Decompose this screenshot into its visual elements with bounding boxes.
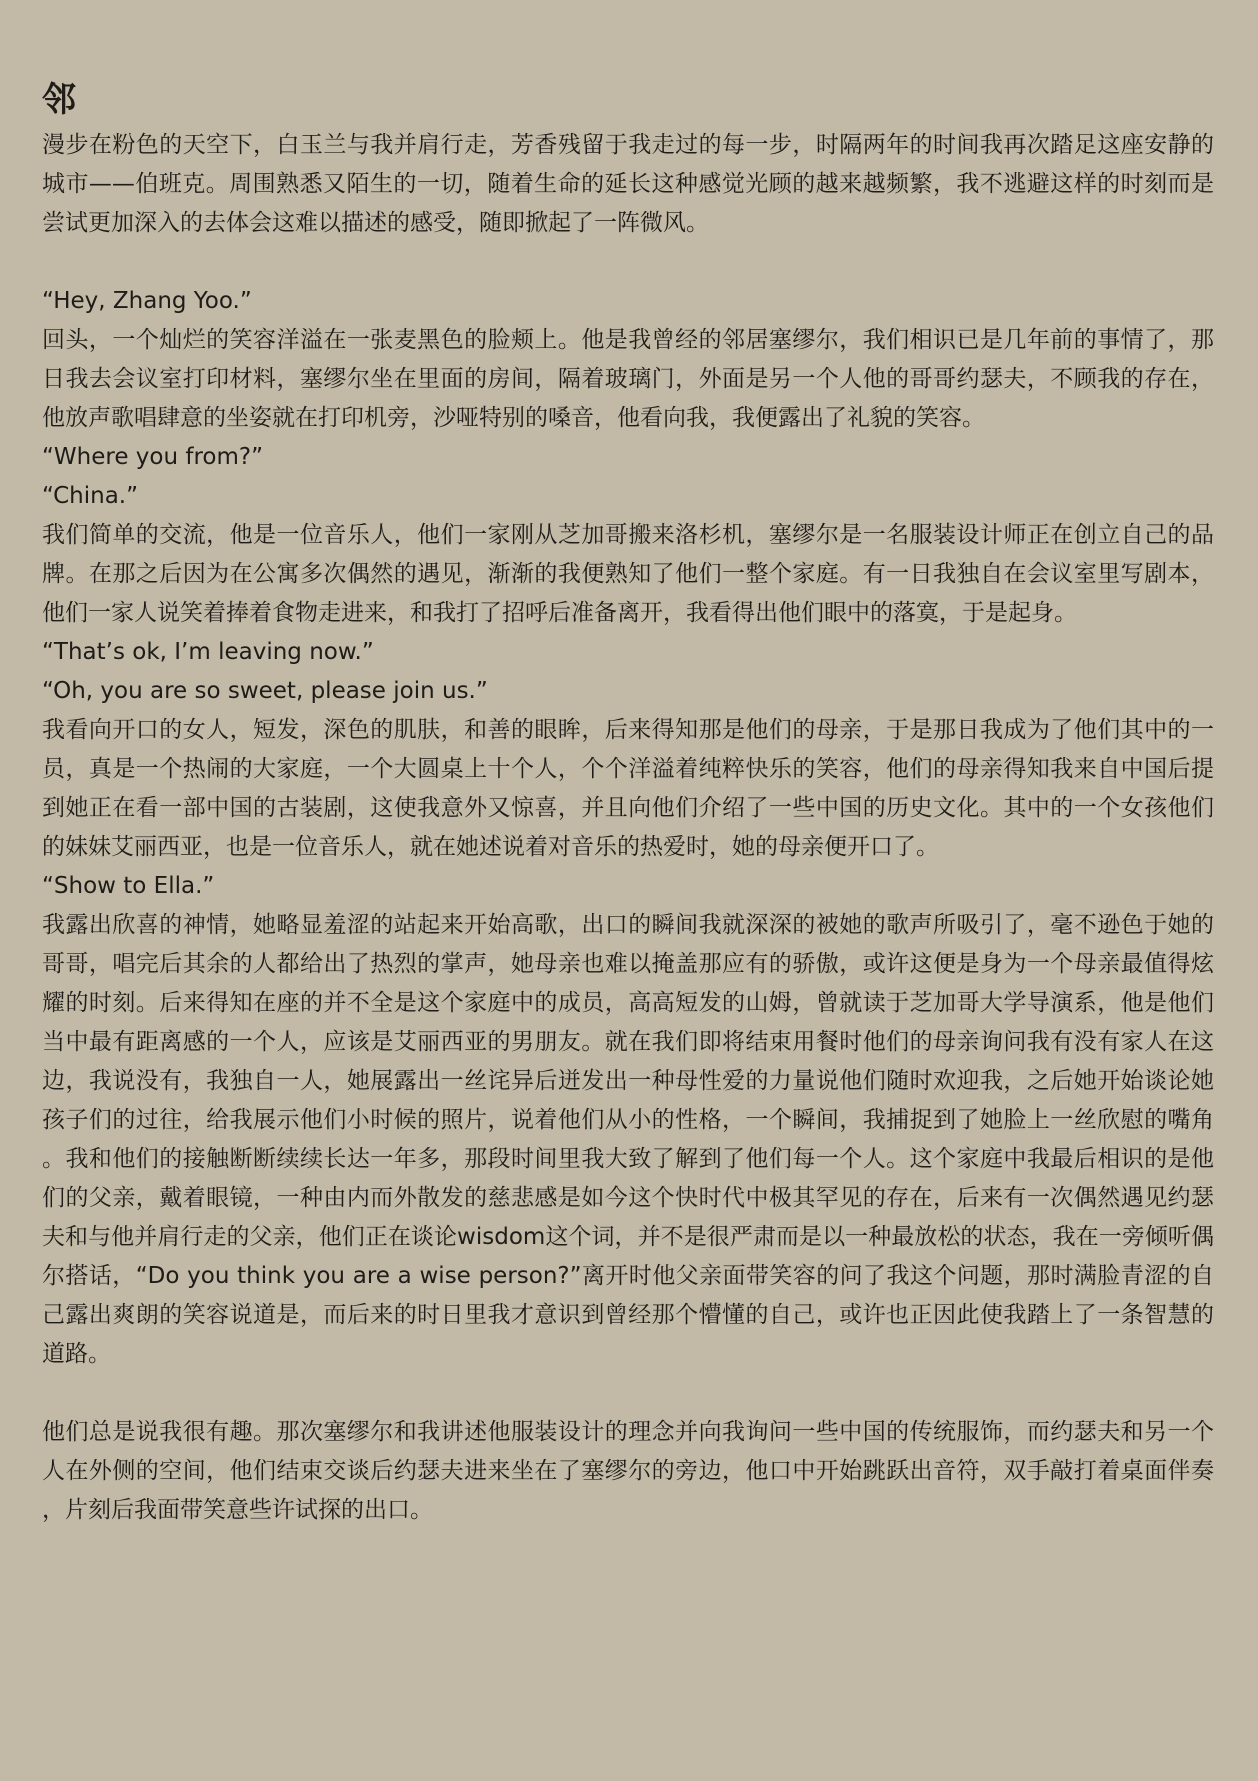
paragraph: 我露出欣喜的神情，她略显羞涩的站起来开始高歌，出口的瞬间我就深深的被她的歌声所吸引了，毫不逊色于她的哥哥，唱完后其余的人都给出了热烈的掌声，她母亲也难以掩盖那应有的骄傲，或许这便是身为一个母亲最值得炫耀的时刻。后来得知在座的并不全是这个家庭中的成员，高高短发的山姆，曾就读于芝加哥大学导演系，他是他们当中最有距离感的一个人，应该是艾丽西亚的男朋友。就在我们即将结束用餐时他们的母亲询问我有没有家人在这边，我说没有，我独自一人，她展露出一丝诧异后迸发出一种母性爱的力量说他们随时欢迎我，之后她开始谈论她孩子们的过往，给我展示他们小时候的照片，说着他们从小的性格，一个瞬间，我捕捉到了她脸上一丝欣慰的嘴角。我和他们的接触断断续续长达一年多，那段时间里我大致了解到了他们每一个人。这个家庭中我最后相识的是他们的父亲，戴着眼镜，一种由内而外散发的慈悲感是如今这个快时代中极其罕见的存在，后来有一次偶然遇见约瑟夫和与他并肩行走的父亲，他们正在谈论wisdom这个词，并不是很严肃而是以一种最放松的状态，我在一旁倾听偶尔搭话，“Do you think you are a wise person?”离开时他父亲面带笑容的问了我这个问题，那时满脸青涩的自己露出爽朗的笑容说道是，而后来的时日里我才意识到曾经那个懵懂的自己，或许也正因此使我踏上了一条智慧的道路。: [42, 912, 1214, 1367]
paragraph: 他们总是说我很有趣。那次塞缪尔和我讲述他服装设计的理念并向我询问一些中国的传统服饰，而约瑟夫和另一个人在外侧的空间，他们结束交谈后约瑟夫进来坐在了塞缪尔的旁边，他口中开始跳跃出音符，双手敲打着桌面伴奏，片刻后我面带笑意些许试探的出口。: [42, 1419, 1214, 1523]
article-body: [42, 126, 1214, 1530]
paragraph: 我看向开口的女人，短发，深色的肌肤，和善的眼眸，后来得知那是他们的母亲，于是那日我成为了他们其中的一员，真是一个热闹的大家庭，一个大圆桌上十个人，个个洋溢着纯粹快乐的笑容，他们的母亲得知我来自中国后提到她正在看一部中国的古装剧，这使我意外又惊喜，并且向他们介绍了一些中国的历史文化。其中的一个女孩他们的妹妹艾丽西亚，也是一位音乐人，就在她述说着对音乐的热爱时，她的母亲便开口了。: [42, 717, 1214, 860]
paragraph: 我们简单的交流，他是一位音乐人，他们一家刚从芝加哥搬来洛杉机，塞缪尔是一名服装设计师正在创立自己的品牌。在那之后因为在公寓多次偶然的遇见，渐渐的我便熟知了他们一整个家庭。有一日我独自在会议室里写剧本，他们一家人说笑着捧着食物走进来，和我打了招呼后准备离开，我看得出他们眼中的落寞，于是起身。: [42, 522, 1214, 626]
document-title: 邻: [42, 80, 76, 120]
paragraph-spacer: [42, 243, 1214, 282]
paragraph: 漫步在粉色的天空下，白玉兰与我并肩行走，芳香残留于我走过的每一步，时隔两年的时间我再次踏足这座安静的城市——伯班克。周围熟悉又陌生的一切，随着生命的延长这种感觉光顾的越来越频繁，我不逃避这样的时刻而是尝试更加深入的去体会这难以描述的感受，随即掀起了一阵微风。: [42, 132, 1214, 236]
paragraph: 回头，一个灿烂的笑容洋溢在一张麦黑色的脸颊上。他是我曾经的邻居塞缪尔，我们相识已是几年前的事情了，那日我去会议室打印材料，塞缪尔坐在里面的房间，隔着玻璃门，外面是另一个人他的哥哥约瑟夫，不顾我的存在，他放声歌唱肆意的坐姿就在打印机旁，沙哑特别的嗓音，他看向我，我便露出了礼貌的笑容。: [42, 327, 1214, 431]
dialogue-line: “China.”: [42, 483, 139, 509]
dialogue-line: “Show to Ella.”: [42, 873, 215, 899]
paragraph-spacer: [42, 1374, 1214, 1413]
dialogue-line: “That’s ok, I’m leaving now.”: [42, 639, 374, 665]
dialogue-line: “Hey, Zhang Yoo.”: [42, 288, 252, 314]
dialogue-line: “Oh, you are so sweet, please join us.”: [42, 678, 488, 704]
dialogue-line: “Where you from?”: [42, 444, 264, 470]
